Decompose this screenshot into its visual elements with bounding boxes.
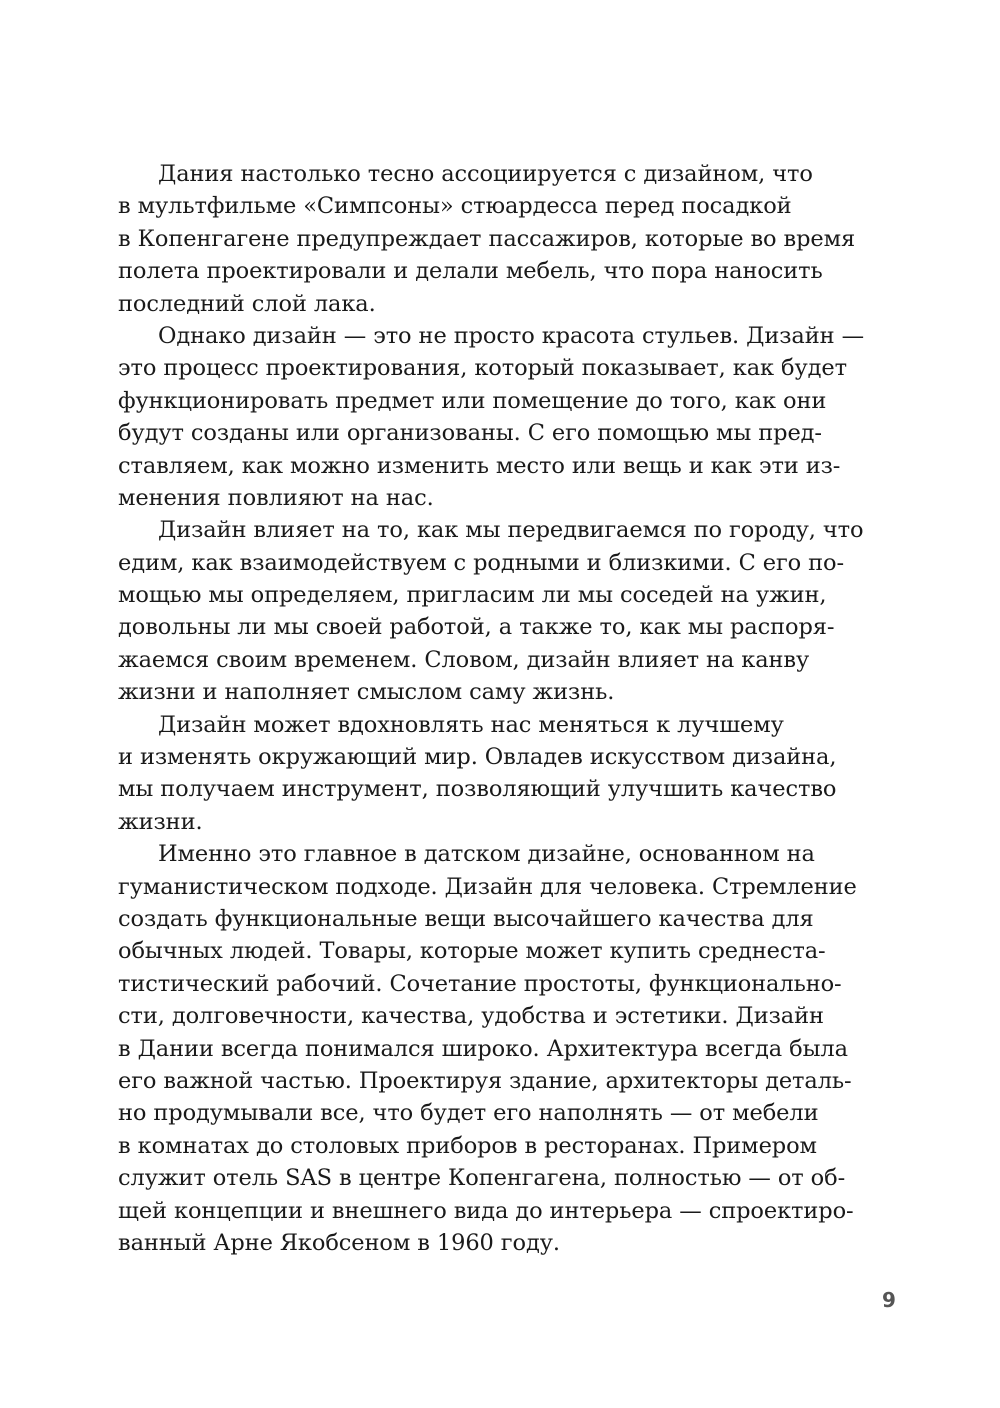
text-line: функционировать предмет или помещение до того, как они xyxy=(118,387,827,414)
text-line: сти, долговечности, качества, удобства и эстетики. Дизайн xyxy=(118,1003,824,1030)
text-line: ставляем, как можно изменить место или вещь и как эти из- xyxy=(118,452,841,479)
paragraph xyxy=(118,709,878,839)
text-line: обычных людей. Товары, которые может купить среднеста- xyxy=(118,938,826,965)
text-line: жаемся своим временем. Словом, дизайн влияет на канву xyxy=(118,646,810,673)
text-line: тистический рабочий. Сочетание простоты, функционально- xyxy=(118,970,842,997)
text-line: Однако дизайн — это не просто красота стульев. Дизайн — xyxy=(158,322,864,349)
paragraph xyxy=(118,838,878,1259)
text-line: щей концепции и внешнего вида до интерьера — спроектиро- xyxy=(118,1197,854,1224)
text-line: мощью мы определяем, пригласим ли мы соседей на ужин, xyxy=(118,582,827,609)
text-line: создать функциональные вещи высочайшего качества для xyxy=(118,905,814,932)
text-line: в Копенгагене предупреждает пассажиров, которые во время xyxy=(118,225,856,252)
text-line: довольны ли мы своей работой, а также то, как мы распоря- xyxy=(118,614,835,641)
text-line: мы получаем инструмент, позволяющий улучшить качество xyxy=(118,776,837,803)
text-line: последний слой лака. xyxy=(118,290,376,317)
body-text xyxy=(118,158,878,1259)
text-line: в комнатах до столовых приборов в ресторанах. Примером xyxy=(118,1132,817,1159)
text-line: Дизайн влияет на то, как мы передвигаемся по городу, что xyxy=(158,517,864,544)
paragraph xyxy=(118,320,878,514)
text-line: и изменять окружающий мир. Овладев искусством дизайна, xyxy=(118,744,837,771)
text-line: в мультфильме «Симпсоны» стюардесса перед посадкой xyxy=(118,193,792,220)
text-line: Дания настолько тесно ассоциируется с дизайном, что xyxy=(158,161,813,187)
text-line: будут созданы или организованы. С его помощью мы пред- xyxy=(118,420,822,447)
text-line: менения повлияют на нас. xyxy=(118,484,434,511)
text-line: но продумывали все, что будет его наполнять — от мебели xyxy=(118,1100,819,1127)
text-line: Именно это главное в датском дизайне, основанном на xyxy=(158,841,815,868)
text-line: это процесс проектирования, который показывает, как будет xyxy=(118,355,847,382)
text-line: жизни. xyxy=(118,808,203,835)
text-line: в Дании всегда понимался широко. Архитектура всегда была xyxy=(118,1035,848,1062)
paragraph xyxy=(118,158,878,320)
text-line: его важной частью. Проектируя здание, архитекторы деталь- xyxy=(118,1067,852,1094)
text-line: полета проектировали и делали мебель, что пора наносить xyxy=(118,258,823,285)
text-line: едим, как взаимодействуем с родными и близкими. С его по- xyxy=(118,549,844,576)
page-number: 9 xyxy=(882,1288,896,1312)
paragraph xyxy=(118,514,878,708)
text-line: гуманистическом подходе. Дизайн для человека. Стремление xyxy=(118,873,857,900)
text-line: ванный Арне Якобсеном в 1960 году. xyxy=(118,1229,560,1256)
text-line: жизни и наполняет смыслом саму жизнь. xyxy=(118,679,615,706)
text-line: служит отель SAS в центре Копенгагена, полностью — от об- xyxy=(118,1165,846,1192)
text-line: Дизайн может вдохновлять нас меняться к лучшему xyxy=(158,711,784,738)
